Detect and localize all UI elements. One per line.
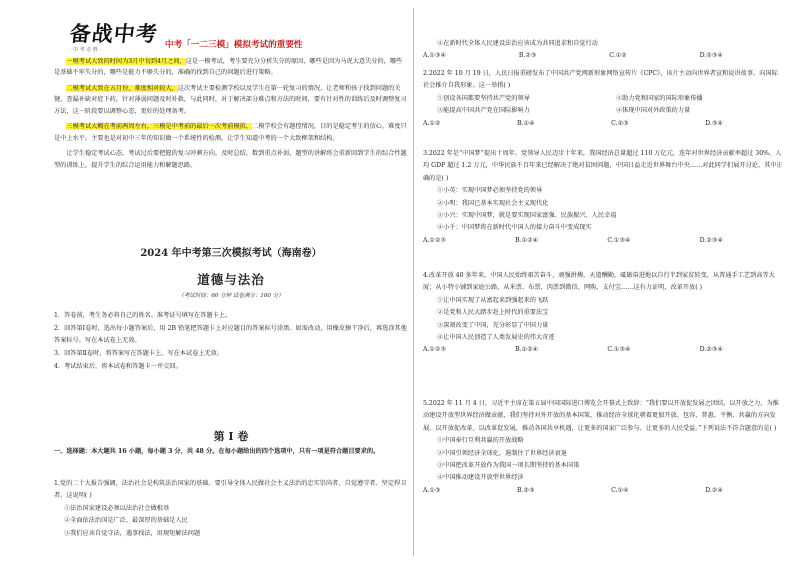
- question-stem: 4.改革开放 40 多年来，中国人民始终艰苦奋斗，顽强拼搏，天道酬勤，砥砺奋进地以自行半到家贫转变，从普通手工艺到高等大厦；从小特小铺到家庭公路，从米票、布票、肉票到微信、网购、支付宝……这有力证明，改革开放( ): [423, 272, 775, 292]
- question-3: [423, 148, 783, 247]
- subject-title: 道德与法治: [197, 272, 265, 287]
- question-option: ④中国推动建设开放型世界经济: [437, 474, 524, 482]
- option-row: [423, 93, 753, 105]
- question-4: [423, 270, 783, 357]
- question-stem: 1.党的二十大报告强调，法治社会是构筑法治国家的基础。要引导全体人民做社会主义法治的忠实崇尚者、自觉遵守者、坚定捍卫者。这说明( ): [54, 480, 407, 500]
- brand-logo-text: 备战中考: [68, 22, 160, 46]
- question-option: ②助力党和国家的国际形象传播: [616, 94, 703, 102]
- intro-highlight-3: 三模考试大概在考前两周左右，三模是中考前的最后一次考前模拟，: [66, 123, 253, 131]
- intro-text-2: 这次考试主要检测学校以及学生在第一轮复习的情况，让老师和孩子找到问题的关键，查漏补缺对症下药，针对薄弱问题及时补救，与此同时，对于解决部分难点和方法的时间，要有针对性的训练后及时调整复习方法，这一阶段要以调整心态，更好的处理备考。: [54, 84, 407, 115]
- exam-title: 2024 年中考第三次模拟考试（海南卷）: [140, 248, 322, 259]
- exam-notes: [54, 310, 408, 374]
- question-5: [423, 398, 783, 497]
- choice-c: C.②③: [611, 119, 629, 127]
- intro-highlight-1: 一模考试大致的时间为3月中旬到4月之间，: [66, 58, 186, 65]
- column-divider: [413, 8, 414, 556]
- choice-c: C.①④: [611, 486, 629, 494]
- question-stem: 2.2022 年 10 月 19 日，人民日报重磅发布了中国共产党网新形象网络宣传片《CPC》，该片主动向世界者宣和说讲故事，向国际社会推介自我形象。这一举措( ): [423, 70, 778, 90]
- choice-d: D.③④: [705, 119, 723, 127]
- choice-d: D.②③④: [699, 52, 723, 60]
- question-option: ②全面依法治国是广泛、最深厚的基础是人民: [64, 517, 188, 525]
- question-option: ③能提高中国共产党在国际影响力: [437, 107, 530, 115]
- choice-a: A.①②③: [423, 346, 447, 354]
- question-stem: 5.2022 年 11 月 4 日，习近平主席在第五届中国国际进口博览会开幕式上致辞：“我们要以开放促发展之团结，以开放之力，为推动建设开放型世界经济做贡献，我们坚持对外开放的基本国策，推动经济全球化朝着更加开放、包容、普惠、平衡、共赢的方向发展，以开放促改革、以改革促发展，推动各国共享机遇，让更多的国家广泛参与、让更多的人民受益。”下列说法不符合题意的是( ): [423, 400, 779, 432]
- question-option: ④让中国人民创造了人类发展史的伟大奇迹: [437, 334, 555, 342]
- choice-c: C.①③④: [607, 236, 631, 244]
- choice-c: C.①③④: [607, 346, 631, 354]
- choice-a: A.①②③: [423, 236, 447, 244]
- question-option: ①法治国家建设必须以法治社会做根基: [64, 504, 170, 512]
- question-stem: 3.2022 年是“中国梦”提出十周年，党领导人民迈步十年来，我国经济总量超过 110 万亿元，连年对世界经济贡献率超过 30%，人均 GDP 超过 1.2 万元，中华民族千百年来已经解决了绝对贫困问题，中国日益走近世界舞台中央……对此同学们展开讨论，其中正确的是( ): [423, 150, 783, 182]
- choice-a: A.①②: [423, 119, 441, 127]
- answer-choices: [423, 485, 723, 497]
- exam-meta: （考试时间：60 分钟 试卷满分：100 分）: [178, 293, 284, 299]
- note-item: 1．答卷前，考生务必将自己的姓名、准考证号填写在答题卡上。: [54, 312, 232, 319]
- question-option: ①创设各国都要坚持共产党的领导: [437, 94, 530, 102]
- intro-text-1: 这是一模考试，考生要充分分析失分的原因，哪些是因为马虎大意失分的，哪些是基础不牢失分的，哪些是能力不够失分的，准确的找到自己的问题后进行策略。: [54, 58, 403, 77]
- intro-highlight-2: 二模考试大致在五月份，难度相对较大，: [66, 84, 178, 92]
- section-instructions: [54, 446, 408, 458]
- question-1: [54, 478, 408, 540]
- choice-a: A.①③④: [423, 52, 447, 60]
- choice-b: B.①②④: [515, 346, 539, 354]
- question-option: ③深刻改变了中国，充分彰显了中国力量: [437, 321, 549, 329]
- promo-banner: 中考「一二三模」模拟考试的重要性: [165, 40, 303, 50]
- intro-paragraph-1: [54, 56, 408, 79]
- question-1-continued: [423, 38, 783, 63]
- intro-paragraph-2: [54, 83, 408, 117]
- intro-paragraph-3: [54, 121, 408, 144]
- question-option: ②中国引领经济全球化，遏制住了世界经济衰退: [437, 449, 567, 457]
- question-option: ④在新时代全体人民建设法治应该成为共同追求和自觉行动: [437, 40, 598, 47]
- choice-c: C.①②: [609, 52, 627, 60]
- answer-choices: [423, 50, 723, 62]
- brand-logo: [68, 18, 166, 53]
- question-option: ①中国奉行互利共赢的开放战略: [437, 437, 524, 445]
- question-option: ④体现中国对外政策的力量: [616, 107, 691, 115]
- intro-text-3: 二模学校会有题控情况，目的是稳定考生的信心，难度只是中上水平，主要也是对初中三年的知识做一个系统性的检测，让学生知道中考的一个大致框架和结构。: [54, 123, 407, 142]
- choice-b: B.①④: [517, 119, 535, 127]
- question-option: ①让中国实现了从富起来到强起来的飞跃: [437, 296, 549, 304]
- choice-b: B.②③: [518, 52, 537, 60]
- question-option: ①小英：实现中国梦必须坚持党的领导: [437, 187, 543, 195]
- choice-a: A.①③: [423, 486, 441, 494]
- question-2: [423, 68, 783, 130]
- volume-heading: 第 Ⅰ 卷: [213, 430, 249, 443]
- answer-choices: [423, 344, 723, 356]
- choice-d: D.②③④: [699, 346, 723, 354]
- note-item: 2．回答第Ⅰ卷时，选出每小题答案后，用 2B 铅笔把答题卡上对应题目的答案标号涂黑。如需改动，用橡皮擦干净后，再选涂其他答案标号。写在本试卷上无效。: [54, 324, 407, 345]
- question-option: ④小千：中国梦将在新时代中国人的接力奋斗中变成现实: [437, 224, 592, 232]
- option-row: [423, 105, 753, 117]
- question-option: ③小兴：实现中国梦，就是要实现国家富强、民族振兴、人民幸福: [437, 212, 617, 220]
- choice-d: D.②④: [705, 486, 723, 494]
- choice-b: B.①②④: [515, 236, 539, 244]
- question-option: ③中国把改革开放作为我国一项长期坚持的基本国策: [437, 462, 580, 470]
- note-item: 3．回答第Ⅱ卷时，将答案写在答题卡上。写在本试卷上无效。: [54, 350, 224, 358]
- answer-choices: [423, 118, 723, 130]
- brand-logo-sub: · 中 考 必 胜 ·: [70, 47, 102, 53]
- intro-paragraph-4: 让学生稳定考试心态，考试过后要把握的复习冲刺方向。及时总结，数到重点补弱，题型的讲解将会重新回到学生的综合性题型的训练上，提升学生的综合运用能力和解题思路。: [54, 150, 407, 169]
- answer-choices: [423, 235, 723, 247]
- choice-d: D.②③④: [699, 236, 723, 244]
- question-option: ③我们应该自觉守法，遇事找法，用规矩解法问题: [64, 529, 201, 537]
- note-item: 4．考试结束后，将本试卷和答题卡一并交回。: [54, 362, 182, 370]
- question-option: ②小明：我国已基本实现社会主义现代化: [437, 199, 549, 207]
- choice-b: B.②③: [517, 486, 535, 494]
- intro-block: [54, 56, 408, 175]
- question-option: ②是党和人民大踏步赶上时代的重要法宝: [437, 309, 549, 317]
- section-text: 一、选择题：本大题共 16 小题，每小题 3 分，共 48 分。在每小题给出的四个选项中，只有一项是符合题目要求的。: [54, 448, 380, 455]
